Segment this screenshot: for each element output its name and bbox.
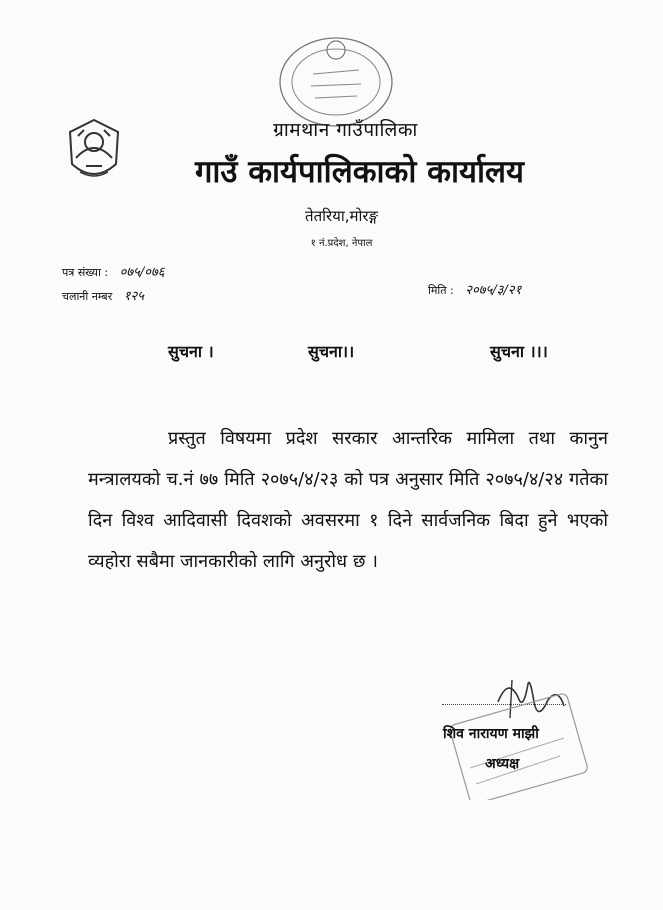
letter-date	[428, 280, 521, 298]
notice-heading-2: सुचना।।	[308, 342, 355, 361]
dispatch-number	[62, 286, 144, 304]
reference-value: ०७५/०७६	[119, 265, 165, 280]
office-address: तेतरिया,मोरङ्ग	[305, 207, 378, 225]
reference-number	[62, 262, 165, 280]
signer-name: शिव नारायण माझी	[443, 726, 539, 742]
office-title: गाउँ कार्यपालिकाको कार्यालय	[194, 154, 525, 190]
date-value: २०७५/३/२१	[465, 283, 522, 298]
notice-body: प्रस्तुत विषयमा प्रदेश सरकार आन्तरिक मामिला तथा कानुन मन्त्रालयको च.नं ७७ मिति २०७५/४/२३ को पत्र अनुसार मिति २०७५/४/२४ गतेका दिन विश्व आदिवासी दिवशको अवसरमा १ दिने सार्वजनिक बिदा हुने भएको व्यहोरा सबैमा जानकारीको लागि अनुरोध छ ।	[88, 428, 608, 572]
notice-heading-3: सुचना ।।।	[490, 342, 548, 361]
notice-heading-1: सुचना ।	[168, 342, 214, 361]
dispatch-value: १२५	[123, 289, 144, 304]
reference-label: पत्र संख्या :	[62, 266, 109, 279]
date-label: मिति :	[428, 284, 454, 297]
dispatch-label: चलानी नम्बर	[62, 290, 113, 303]
office-seal-icon	[275, 30, 397, 130]
municipality-name: ग्रामथान गाउँपालिका	[273, 119, 418, 141]
chairman-seal-icon	[448, 690, 588, 800]
province-line: १ नं.प्रदेश, नेपाल	[310, 238, 373, 249]
signer-title: अध्यक्ष	[485, 756, 520, 772]
